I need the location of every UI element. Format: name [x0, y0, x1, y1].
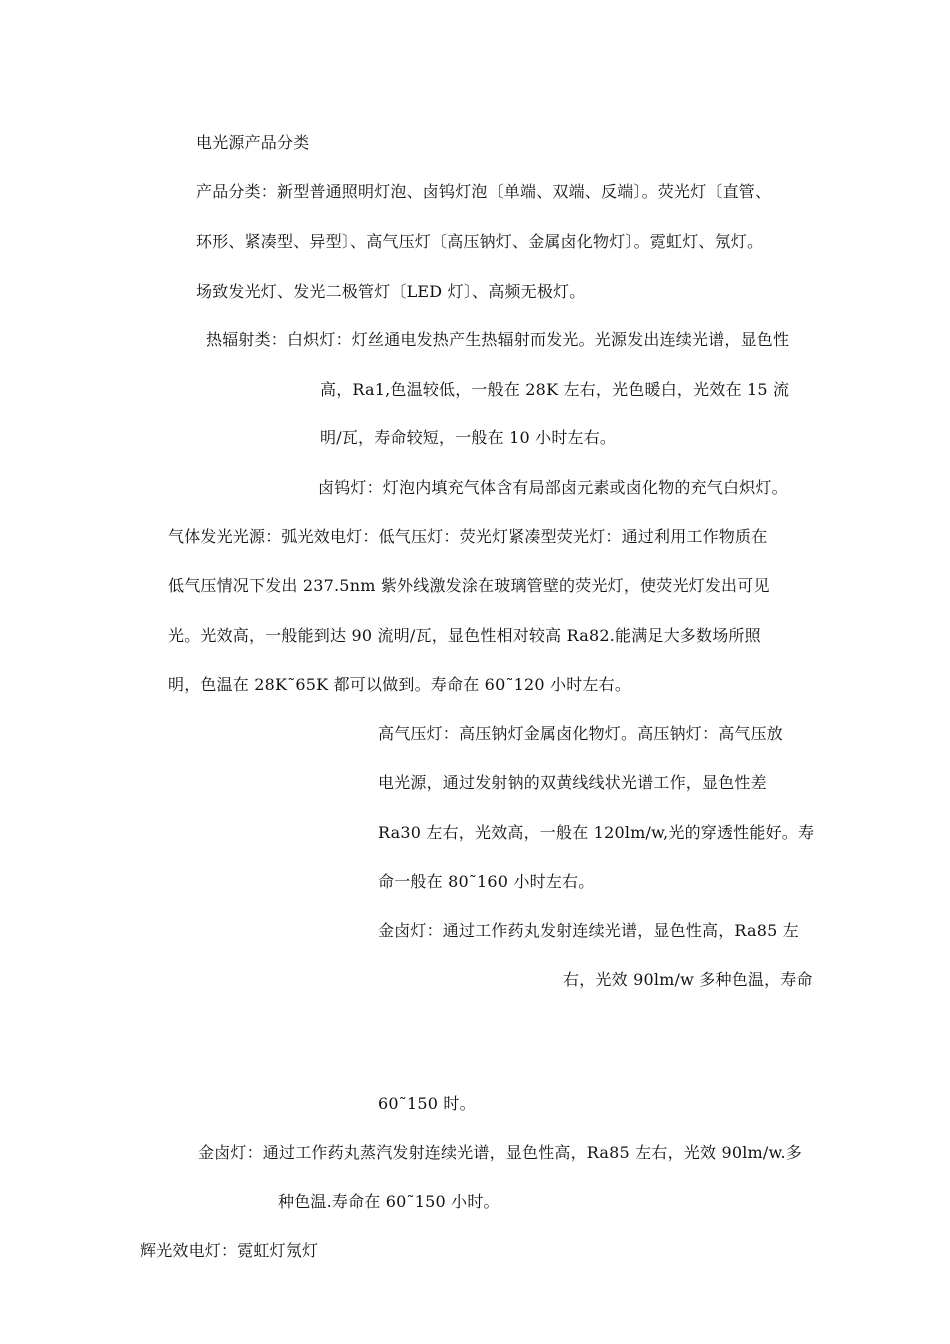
paragraph-line: 热辐射类：白炽灯：灯丝通电发热产生热辐射而发光。光源发出连续光谱，显色性 — [206, 330, 790, 349]
paragraph-line: 场致发光灯、发光二极管灯〔LED 灯〕、高频无极灯。 — [196, 282, 586, 301]
paragraph-line: 辉光效电灯：霓虹灯氖灯 — [140, 1241, 319, 1260]
paragraph-line: Ra30 左右，光效高，一般在 120lm/w,光的穿透性能好。寿 — [378, 823, 815, 842]
paragraph-line: 金卤灯：通过工作药丸发射连续光谱，显色性高，Ra85 左 — [378, 921, 799, 940]
paragraph-line: 产品分类：新型普通照明灯泡、卤钨灯泡〔单端、双端、反端〕。荧光灯〔直管、 — [196, 182, 772, 201]
paragraph-line: 电光源，通过发射钠的双黄线线状光谱工作，显色性差 — [378, 773, 767, 792]
paragraph-line: 高气压灯：高压钠灯金属卤化物灯。高压钠灯：高气压放 — [378, 724, 784, 743]
paragraph-line: 60˜150 时。 — [378, 1094, 476, 1113]
paragraph-line: 金卤灯：通过工作药丸蒸汽发射连续光谱，显色性高，Ra85 左右，光效 90lm/w.多 — [198, 1143, 803, 1162]
document-title: 电光源产品分类 — [196, 133, 310, 152]
paragraph-line: 卤钨灯：灯泡内填充气体含有局部卤元素或卤化物的充气白炽灯。 — [318, 478, 788, 497]
paragraph-line: 种色温.寿命在 60˜150 小时。 — [278, 1192, 500, 1211]
paragraph-line: 命一般在 80˜160 小时左右。 — [378, 872, 595, 891]
paragraph-line: 明/瓦，寿命较短，一般在 10 小时左右。 — [320, 428, 617, 447]
paragraph-line: 环形、紧凑型、异型〕、高气压灯〔高压钠灯、金属卤化物灯〕。霓虹灯、氖灯。 — [196, 232, 764, 251]
paragraph-line: 低气压情况下发出 237.5nm 紫外线激发涂在玻璃管壁的荧光灯，使荧光灯发出可见 — [168, 576, 770, 595]
paragraph-line: 明，色温在 28K˜65K 都可以做到。寿命在 60˜120 小时左右。 — [168, 675, 632, 694]
paragraph-line: 气体发光光源：弧光效电灯：低气压灯：荧光灯紧凑型荧光灯：通过利用工作物质在 — [168, 527, 768, 546]
paragraph-line: 光。光效高，一般能到达 90 流明/瓦，显色性相对较高 Ra82.能满足大多数场所照 — [168, 626, 761, 645]
paragraph-line: 右，光效 90lm/w 多种色温，寿命 — [563, 970, 813, 989]
paragraph-line: 高，Ra1,色温较低，一般在 28K 左右，光色暖白，光效在 15 流 — [320, 380, 790, 399]
